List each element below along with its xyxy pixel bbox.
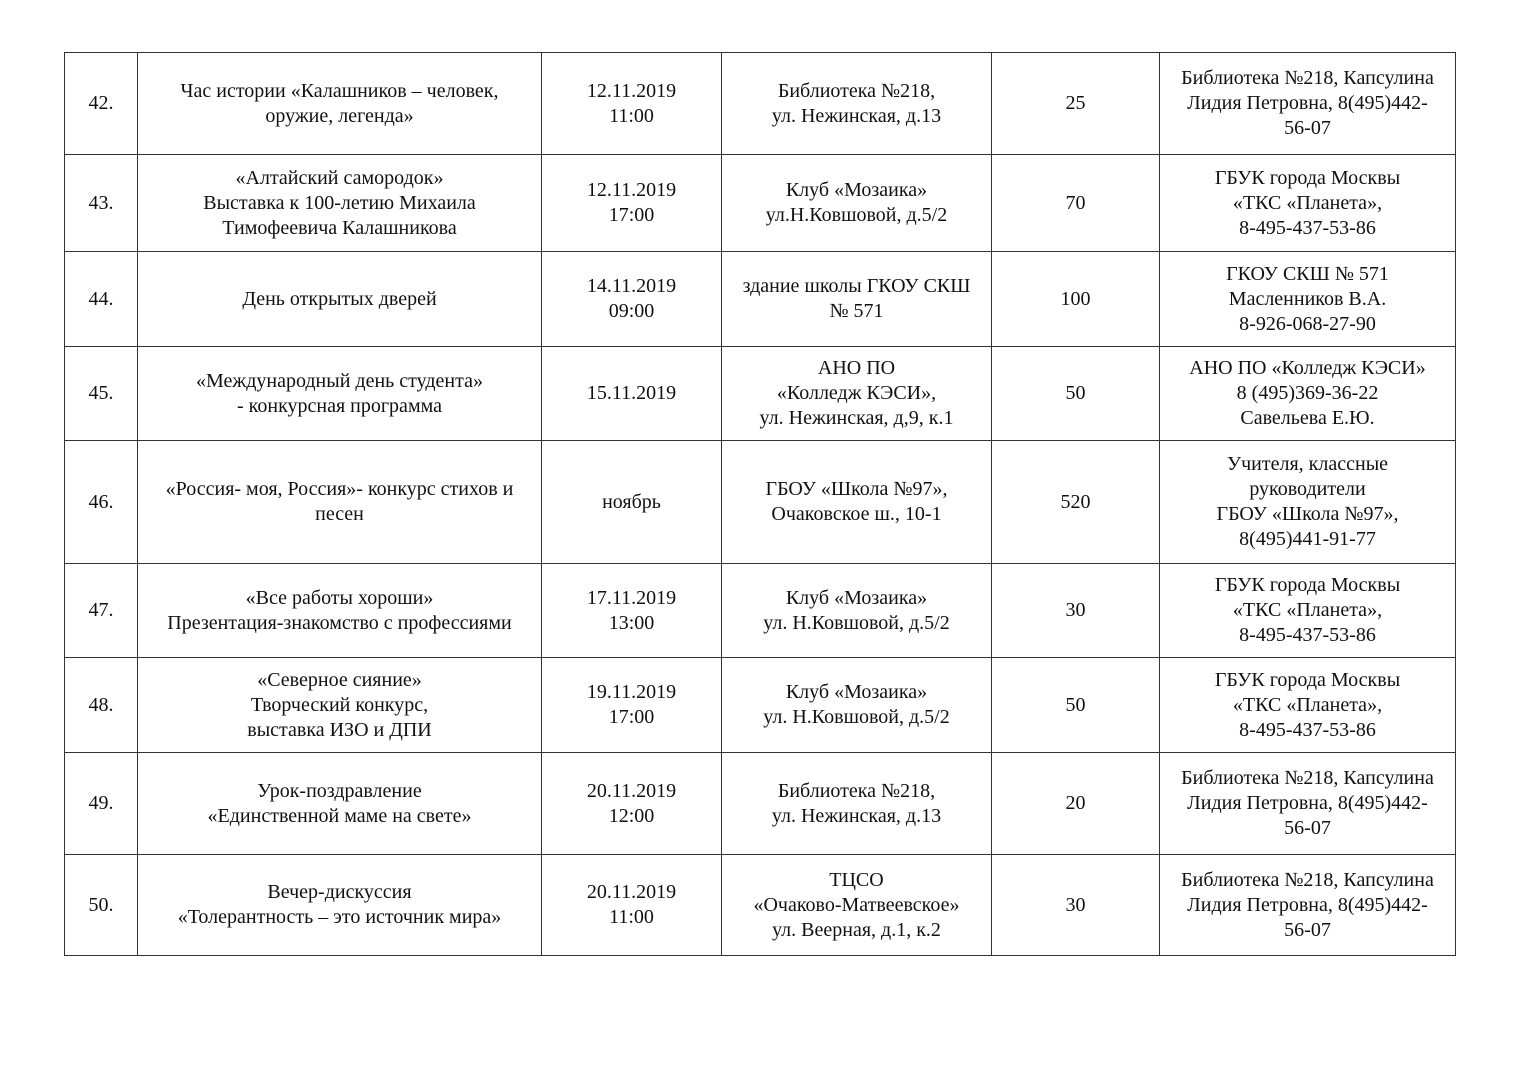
cell-responsible: ГКОУ СКШ № 571 Масленников В.А. 8-926-068-27-90 bbox=[1160, 252, 1456, 347]
table-row bbox=[65, 252, 1456, 347]
cell-responsible: Библиотека №218, Капсулина Лидия Петровна, 8(495)442- 56-07 bbox=[1160, 753, 1456, 855]
cell-number: 44. bbox=[65, 252, 138, 347]
cell-responsible: ГБУК города Москвы «ТКС «Планета», 8-495-437-53-86 bbox=[1160, 658, 1456, 753]
cell-responsible: Библиотека №218, Капсулина Лидия Петровна, 8(495)442- 56-07 bbox=[1160, 53, 1456, 155]
cell-place: Клуб «Мозаика» ул. Н.Ковшовой, д.5/2 bbox=[722, 564, 992, 658]
cell-responsible: ГБУК города Москвы «ТКС «Планета», 8-495-437-53-86 bbox=[1160, 564, 1456, 658]
cell-number: 47. bbox=[65, 564, 138, 658]
cell-responsible: АНО ПО «Колледж КЭСИ» 8 (495)369-36-22 Савельева Е.Ю. bbox=[1160, 347, 1456, 441]
cell-event-name: Урок-поздравление «Единственной маме на свете» bbox=[138, 753, 542, 855]
cell-count: 30 bbox=[992, 855, 1160, 956]
cell-responsible: ГБУК города Москвы «ТКС «Планета», 8-495-437-53-86 bbox=[1160, 155, 1456, 252]
cell-number: 48. bbox=[65, 658, 138, 753]
cell-count: 100 bbox=[992, 252, 1160, 347]
cell-date: 15.11.2019 bbox=[542, 347, 722, 441]
cell-count: 520 bbox=[992, 441, 1160, 564]
cell-event-name: «Северное сияние» Творческий конкурс, выставка ИЗО и ДПИ bbox=[138, 658, 542, 753]
cell-number: 49. bbox=[65, 753, 138, 855]
cell-responsible: Библиотека №218, Капсулина Лидия Петровна, 8(495)442- 56-07 bbox=[1160, 855, 1456, 956]
cell-date: 19.11.2019 17:00 bbox=[542, 658, 722, 753]
cell-count: 30 bbox=[992, 564, 1160, 658]
cell-event-name: «Международный день студента» - конкурсная программа bbox=[138, 347, 542, 441]
cell-number: 43. bbox=[65, 155, 138, 252]
table-row bbox=[65, 441, 1456, 564]
cell-date: 17.11.2019 13:00 bbox=[542, 564, 722, 658]
cell-number: 45. bbox=[65, 347, 138, 441]
table-row bbox=[65, 564, 1456, 658]
cell-count: 70 bbox=[992, 155, 1160, 252]
table-row bbox=[65, 658, 1456, 753]
cell-place: Клуб «Мозаика» ул. Н.Ковшовой, д.5/2 bbox=[722, 658, 992, 753]
cell-event-name: «Алтайский самородок» Выставка к 100-летию Михаила Тимофеевича Калашникова bbox=[138, 155, 542, 252]
cell-count: 50 bbox=[992, 658, 1160, 753]
events-table bbox=[64, 52, 1456, 956]
cell-event-name: Вечер-дискуссия «Толерантность – это источник мира» bbox=[138, 855, 542, 956]
cell-date: 20.11.2019 12:00 bbox=[542, 753, 722, 855]
cell-place: ГБОУ «Школа №97», Очаковское ш., 10-1 bbox=[722, 441, 992, 564]
cell-number: 46. bbox=[65, 441, 138, 564]
cell-date: 12.11.2019 17:00 bbox=[542, 155, 722, 252]
cell-place: Клуб «Мозаика» ул.Н.Ковшовой, д.5/2 bbox=[722, 155, 992, 252]
table-row bbox=[65, 753, 1456, 855]
document-page bbox=[64, 52, 1455, 956]
cell-date: 14.11.2019 09:00 bbox=[542, 252, 722, 347]
cell-event-name: День открытых дверей bbox=[138, 252, 542, 347]
cell-date: 12.11.2019 11:00 bbox=[542, 53, 722, 155]
cell-date: ноябрь bbox=[542, 441, 722, 564]
cell-responsible: Учителя, классные руководители ГБОУ «Школа №97», 8(495)441-91-77 bbox=[1160, 441, 1456, 564]
cell-date: 20.11.2019 11:00 bbox=[542, 855, 722, 956]
cell-count: 20 bbox=[992, 753, 1160, 855]
cell-count: 50 bbox=[992, 347, 1160, 441]
cell-event-name: Час истории «Калашников – человек, оружие, легенда» bbox=[138, 53, 542, 155]
table-row bbox=[65, 347, 1456, 441]
cell-place: здание школы ГКОУ СКШ № 571 bbox=[722, 252, 992, 347]
cell-place: Библиотека №218, ул. Нежинская, д.13 bbox=[722, 753, 992, 855]
cell-number: 50. bbox=[65, 855, 138, 956]
cell-count: 25 bbox=[992, 53, 1160, 155]
table-row bbox=[65, 155, 1456, 252]
cell-place: ТЦСО «Очаково-Матвеевское» ул. Веерная, д.1, к.2 bbox=[722, 855, 992, 956]
cell-place: Библиотека №218, ул. Нежинская, д.13 bbox=[722, 53, 992, 155]
table-row bbox=[65, 855, 1456, 956]
cell-place: АНО ПО «Колледж КЭСИ», ул. Нежинская, д,9, к.1 bbox=[722, 347, 992, 441]
cell-number: 42. bbox=[65, 53, 138, 155]
table-row bbox=[65, 53, 1456, 155]
cell-event-name: «Все работы хороши» Презентация-знакомство с профессиями bbox=[138, 564, 542, 658]
cell-event-name: «Россия- моя, Россия»- конкурс стихов и песен bbox=[138, 441, 542, 564]
